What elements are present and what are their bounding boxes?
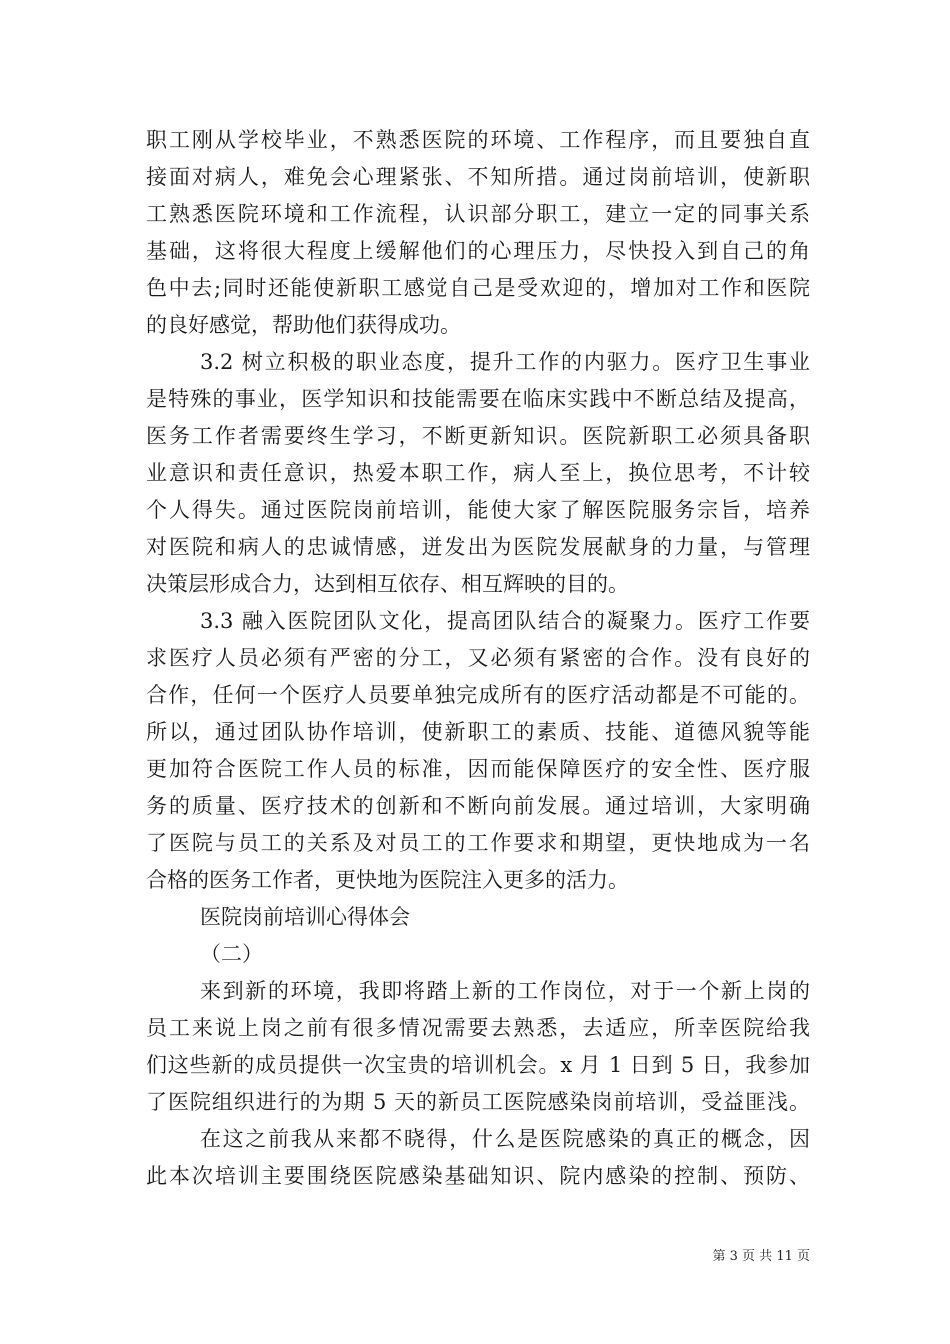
text-line: 来到新的环境，我即将踏上新的工作岗位，对于一个新上岗的 (200, 979, 810, 1003)
text-line: 在这之前我从来都不晓得，什么是医院感染的真正的概念，因 (200, 1127, 810, 1151)
text-line: 了医院组织进行的为期 5 天的新员工医院感染岗前培训，受益匪浅。 (146, 1090, 810, 1114)
text-line: 基础，这将很大程度上缓解他们的心理压力，尽快投入到自己的角 (146, 239, 810, 263)
text-line: 务的质量、医疗技术的创新和不断向前发展。通过培训，大家明确 (146, 794, 810, 818)
text-line: 求医疗人员必须有严密的分工，又必须有紧密的合作。没有良好的 (146, 646, 810, 670)
section-number: （二） (200, 942, 263, 966)
text-line: 接面对病人，难免会心理紧张、不知所措。通过岗前培训，使新职 (146, 165, 810, 189)
text-line: 对医院和病人的忠诚情感，迸发出为医院发展献身的力量，与管理 (146, 535, 810, 559)
text-line: 了医院与员工的关系及对员工的工作要求和期望，更快地成为一名 (146, 831, 810, 855)
text-line: 色中去;同时还能使新职工感觉自己是受欢迎的，增加对工作和医院 (146, 276, 810, 300)
text-line: 业意识和责任意识，热爱本职工作，病人至上，换位思考，不计较 (146, 461, 810, 485)
text-line: 此本次培训主要围绕医院感染基础知识、院内感染的控制、预防、 (146, 1164, 810, 1188)
text-line: 3.3 融入医院团队文化，提高团队结合的凝聚力。医疗工作要 (200, 609, 810, 633)
page-number-footer: 第 3 页 共 11 页 (712, 1249, 810, 1264)
text-line: 员工来说上岗之前有很多情况需要去熟悉，去适应，所幸医院给我 (146, 1016, 810, 1040)
text-line: 个人得失。通过医院岗前培训，能使大家了解医院服务宗旨，培养 (146, 498, 810, 522)
text-line: 们这些新的成员提供一次宝贵的培训机会。x 月 1 日到 5 日，我参加 (146, 1053, 810, 1077)
text-line: 职工刚从学校毕业，不熟悉医院的环境、工作程序，而且要独自直 (146, 128, 810, 152)
text-line: 医务工作者需要终生学习，不断更新知识。医院新职工必须具备职 (146, 424, 810, 448)
text-line: 是特殊的事业，医学知识和技能需要在临床实践中不断总结及提高， (146, 387, 810, 411)
text-line: 的良好感觉，帮助他们获得成功。 (146, 313, 461, 337)
text-line: 所以，通过团队协作培训，使新职工的素质、技能、道德风貌等能 (146, 720, 810, 744)
text-line: 合作，任何一个医疗人员要单独完成所有的医疗活动都是不可能的。 (146, 683, 810, 707)
section-heading: 医院岗前培训心得体会 (200, 905, 410, 929)
text-line: 决策层形成合力，达到相互依存、相互辉映的目的。 (146, 572, 629, 596)
text-line: 更加符合医院工作人员的标准，因而能保障医疗的安全性、医疗服 (146, 757, 810, 781)
text-line: 3.2 树立积极的职业态度，提升工作的内驱力。医疗卫生事业 (200, 350, 810, 374)
text-line: 合格的医务工作者，更快地为医院注入更多的活力。 (146, 868, 629, 892)
text-line: 工熟悉医院环境和工作流程，认识部分职工，建立一定的同事关系 (146, 202, 810, 226)
